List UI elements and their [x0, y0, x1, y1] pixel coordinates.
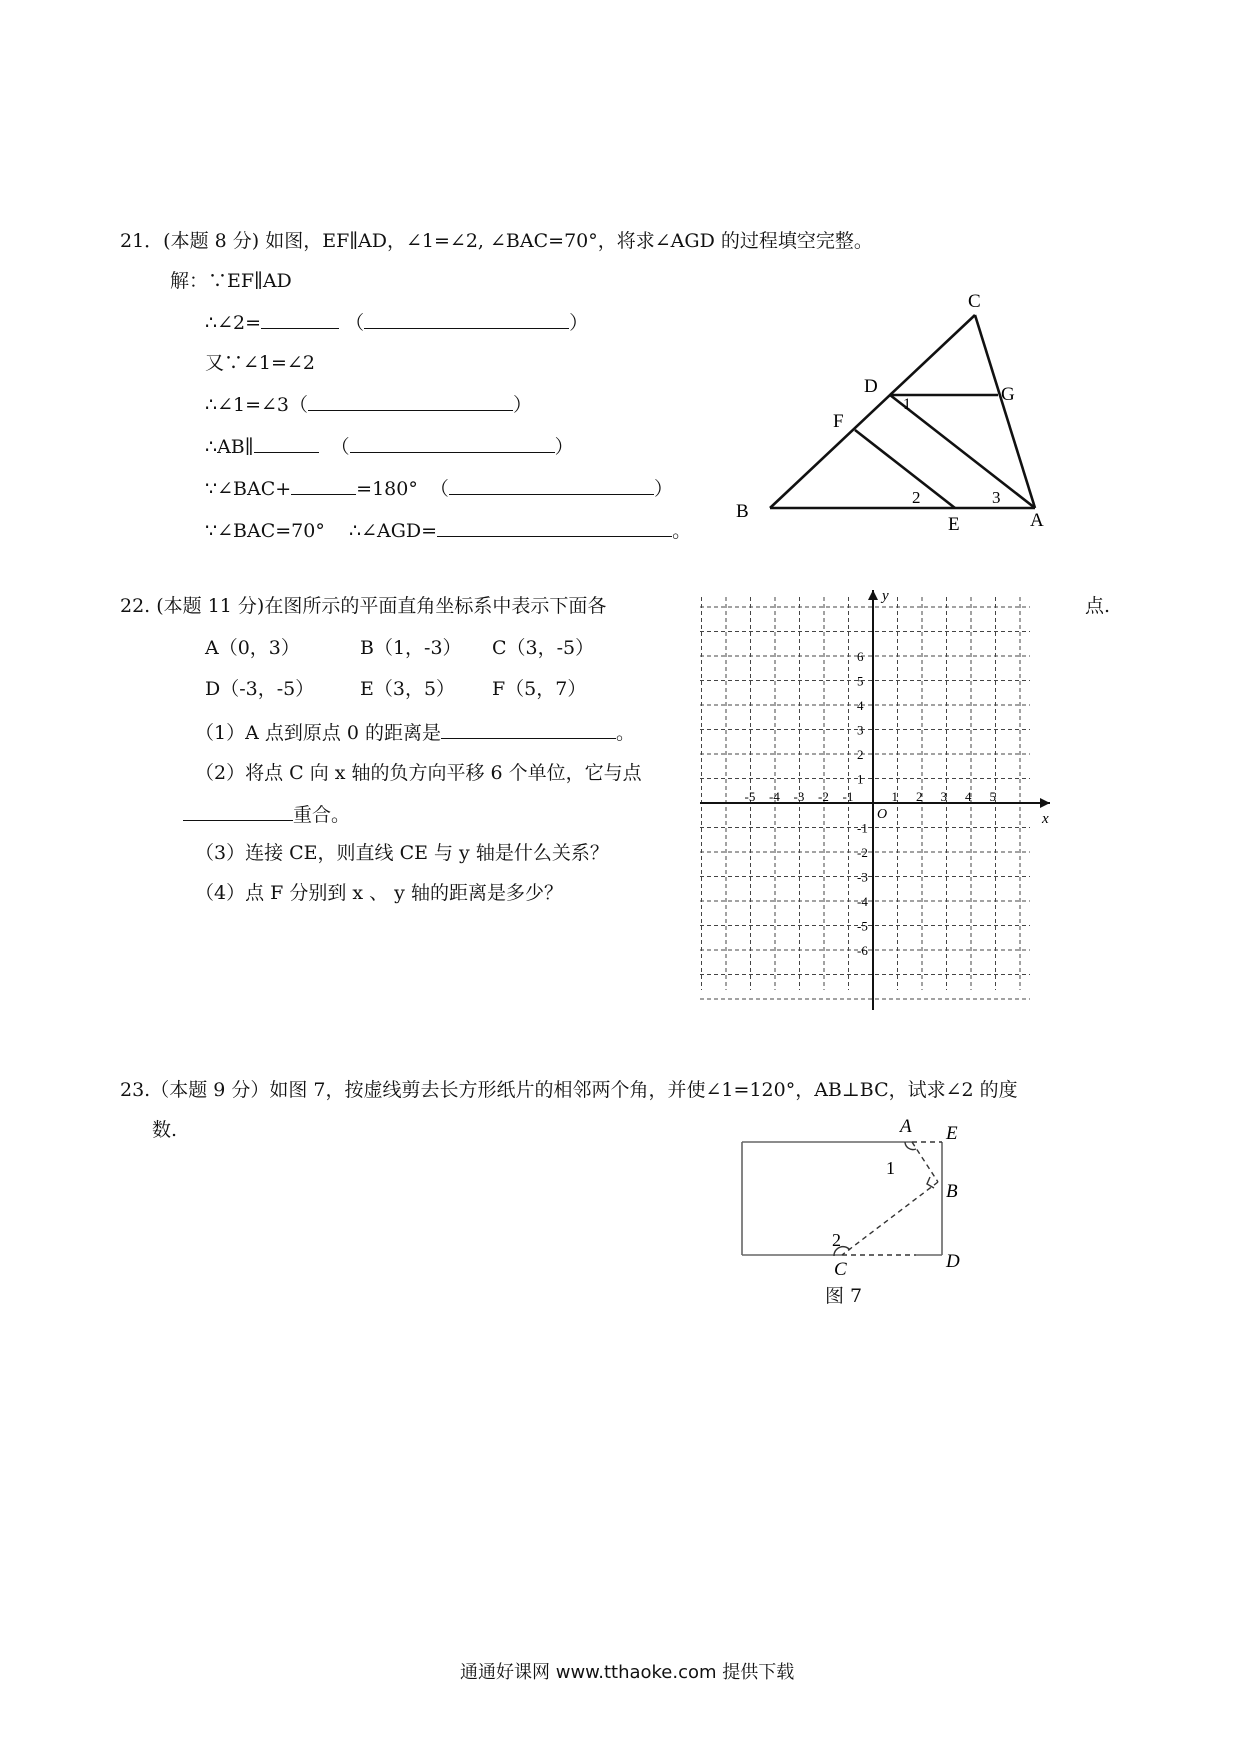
label-C: C — [968, 291, 981, 312]
q22-sub1: （1）A 点到原点 0 的距离是 。 — [195, 718, 635, 746]
q22-sub2b: 重合。 — [183, 800, 350, 828]
y-tick-label: 6 — [857, 649, 864, 664]
origin-label: O — [877, 807, 888, 822]
point-E: E（3，5） — [360, 678, 456, 700]
y-tick-label: 2 — [857, 747, 864, 762]
reason-blank[interactable] — [308, 390, 513, 411]
reason-blank[interactable] — [350, 432, 555, 453]
answer-blank[interactable] — [261, 308, 339, 329]
label-A: A — [1030, 510, 1044, 531]
y-tick-label: 5 — [857, 673, 864, 689]
y-tick-label: 3 — [857, 722, 864, 738]
q21-line-given: 解：∵EF∥AD — [170, 270, 292, 292]
label-angle-2: 2 — [912, 488, 921, 507]
x-tick-label: 4 — [965, 789, 972, 804]
q21-line-6: ∵∠BAC+ =180° （ ） — [205, 474, 673, 502]
label-D: D — [946, 1251, 960, 1272]
label-C: C — [834, 1259, 847, 1280]
point-C: C（3，-5） — [492, 637, 595, 659]
q22-points-row2 — [205, 676, 586, 702]
q21-line-2: ∴∠2= （ ） — [205, 308, 588, 336]
q21-triangle-figure — [730, 285, 1050, 545]
point-F: F（5，7） — [492, 678, 587, 700]
y-tick-label: 1 — [857, 771, 864, 787]
answer-blank[interactable] — [437, 516, 672, 537]
point-A: A（0，3） — [205, 637, 300, 659]
answer-blank[interactable] — [441, 718, 616, 739]
label-G: G — [1001, 384, 1015, 405]
point-B: B（1，-3） — [360, 637, 462, 659]
label-E: E — [948, 514, 960, 535]
answer-blank[interactable] — [291, 474, 356, 495]
q22-sub3: （3）连接 CE，则直线 CE 与 y 轴是什么关系？ — [195, 842, 609, 864]
q22-points-row1 — [205, 635, 594, 661]
page-footer: 通通好课网 www.tthaoke.com 提供下载 — [460, 1662, 795, 1683]
answer-blank[interactable] — [254, 432, 319, 453]
q21-line-5: ∴AB∥ （ ） — [205, 432, 574, 460]
x-tick-label: 1 — [891, 789, 898, 804]
q23-stem-line2: 数. — [152, 1119, 178, 1141]
x-tick-label: -3 — [793, 789, 805, 804]
label-angle-3: 3 — [992, 488, 1001, 507]
y-tick-label: -6 — [857, 943, 868, 958]
y-axis-arrow-icon — [868, 590, 878, 600]
reason-blank[interactable] — [364, 308, 569, 329]
q21-line-7: ∵∠BAC=70° ∴∠AGD= 。 — [205, 516, 691, 544]
q22-sub2: （2）将点 C 向 x 轴的负方向平移 6 个单位，它与点 — [195, 762, 642, 784]
x-tick-label: 2 — [916, 789, 923, 804]
q23-figure-caption: 图 7 — [825, 1285, 863, 1307]
q21-line-4: ∴∠1=∠3（ ） — [205, 390, 532, 418]
label-E: E — [946, 1123, 958, 1144]
x-tick-label: -2 — [818, 789, 829, 804]
y-tick-label: -1 — [857, 820, 868, 836]
x-tick-label: -5 — [744, 789, 756, 804]
answer-blank[interactable] — [183, 800, 293, 821]
q22-stem-end: 点. — [1085, 595, 1111, 617]
q23-stem-line1: 23.（本题 9 分）如图 7，按虚线剪去长方形纸片的相邻两个角，并使∠1=120°，AB⊥BC，试求∠2 的度 — [120, 1079, 1018, 1101]
label-angle-2: 2 — [832, 1230, 841, 1250]
x-axis-label: x — [1042, 811, 1049, 827]
label-B: B — [736, 501, 749, 522]
y-tick-label: -2 — [857, 845, 868, 860]
y-tick-label: -4 — [857, 894, 868, 909]
label-F: F — [833, 411, 844, 432]
q22-coordinate-grid — [690, 585, 1070, 1015]
x-tick-label: 3 — [940, 789, 947, 804]
y-tick-label: -5 — [857, 918, 868, 934]
label-D: D — [864, 376, 878, 397]
x-tick-label: 5 — [989, 789, 996, 804]
point-D: D（-3，-5） — [205, 678, 315, 700]
label-A: A — [900, 1116, 912, 1137]
reason-blank[interactable] — [449, 474, 654, 495]
y-tick-label: 4 — [857, 698, 864, 713]
label-angle-1: 1 — [886, 1158, 895, 1178]
x-tick-label: -1 — [842, 789, 854, 804]
label-B: B — [946, 1181, 958, 1202]
y-axis-label: y — [882, 588, 889, 604]
x-tick-label: -4 — [769, 789, 780, 804]
label-angle-1: 1 — [903, 396, 911, 413]
q22-stem: 22. (本题 11 分)在图所示的平面直角坐标系中表示下面各 — [120, 595, 607, 617]
q22-sub4: （4）点 F 分别到 x 、 y 轴的距离是多少？ — [195, 882, 563, 904]
q21-line-3: 又∵∠1=∠2 — [205, 352, 315, 374]
y-tick-label: -3 — [857, 869, 868, 885]
x-axis-arrow-icon — [1040, 798, 1050, 808]
q21-stem: 21．(本题 8 分) 如图，EF∥AD，∠1=∠2, ∠BAC=70°，将求∠AGD 的过程填空完整。 — [120, 230, 873, 252]
